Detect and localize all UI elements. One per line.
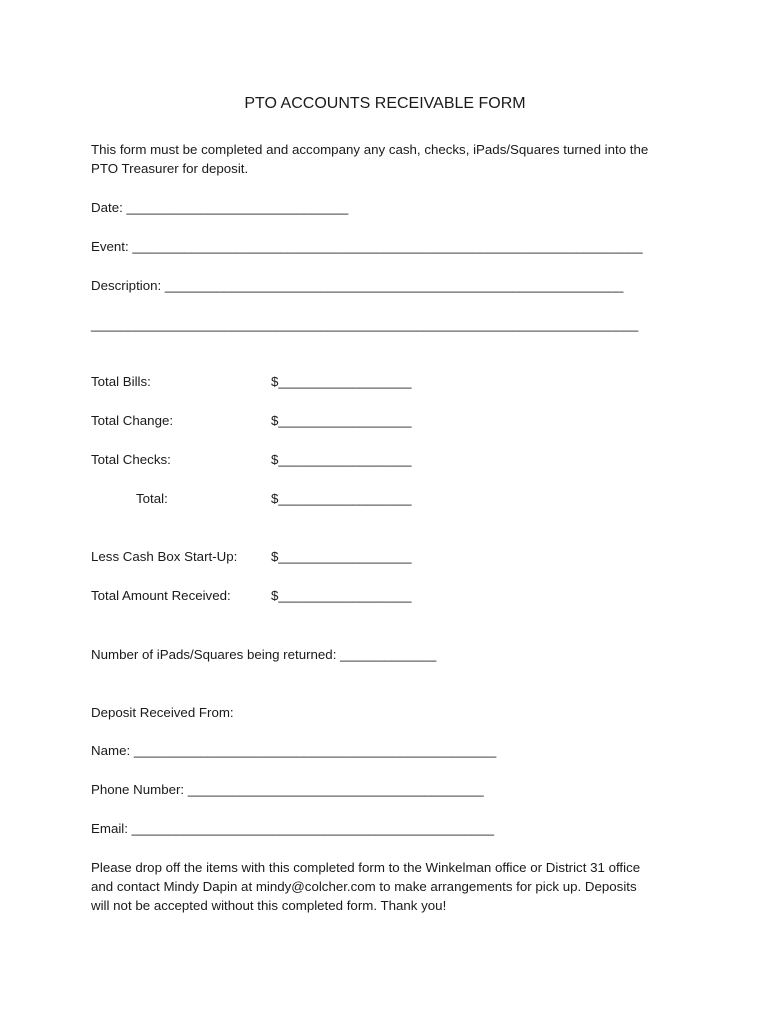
closing-line-2: and contact Mindy Dapin at mindy@colcher.com to make arrangements for pick up. Deposits bbox=[91, 879, 637, 894]
intro-line-1: This form must be completed and accompany any cash, checks, iPads/Squares turned into the bbox=[91, 142, 649, 157]
phone-number-field[interactable]: Phone Number: ________________________________________ bbox=[91, 782, 484, 797]
total-change-field[interactable]: $__________________ bbox=[271, 413, 412, 428]
cash-box-startup-label: Less Cash Box Start-Up: bbox=[91, 549, 238, 564]
page-title: PTO ACCOUNTS RECEIVABLE FORM bbox=[244, 95, 526, 112]
date-field[interactable]: Date: ______________________________ bbox=[91, 200, 349, 215]
ipads-returned-field[interactable]: Number of iPads/Squares being returned: _____________ bbox=[91, 647, 437, 662]
event-field[interactable]: Event: _____________________________________________________________________ bbox=[91, 239, 643, 254]
total-checks-label: Total Checks: bbox=[91, 452, 171, 467]
closing-line-3: will not be accepted without this completed form. Thank you! bbox=[91, 898, 447, 913]
intro-line-2: PTO Treasurer for deposit. bbox=[91, 161, 249, 176]
total-label: Total: bbox=[136, 491, 168, 506]
deposit-heading: Deposit Received From: bbox=[91, 705, 234, 720]
total-bills-label: Total Bills: bbox=[91, 374, 151, 389]
description-field-line-2[interactable]: __________________________________________________________________________ bbox=[91, 317, 639, 332]
closing-line-1: Please drop off the items with this completed form to the Winkelman office or District 31 office bbox=[91, 860, 641, 875]
total-change-label: Total Change: bbox=[91, 413, 174, 428]
name-field[interactable]: Name: _________________________________________________ bbox=[91, 743, 497, 758]
total-amount-received-label: Total Amount Received: bbox=[91, 588, 231, 603]
total-bills-field[interactable]: $__________________ bbox=[271, 374, 412, 389]
description-field[interactable]: Description: ______________________________________________________________ bbox=[91, 278, 624, 293]
cash-box-startup-field[interactable]: $__________________ bbox=[271, 549, 412, 564]
total-field[interactable]: $__________________ bbox=[271, 491, 412, 506]
total-amount-received-field[interactable]: $__________________ bbox=[271, 588, 412, 603]
email-field[interactable]: Email: _________________________________________________ bbox=[91, 821, 494, 836]
total-checks-field[interactable]: $__________________ bbox=[271, 452, 412, 467]
